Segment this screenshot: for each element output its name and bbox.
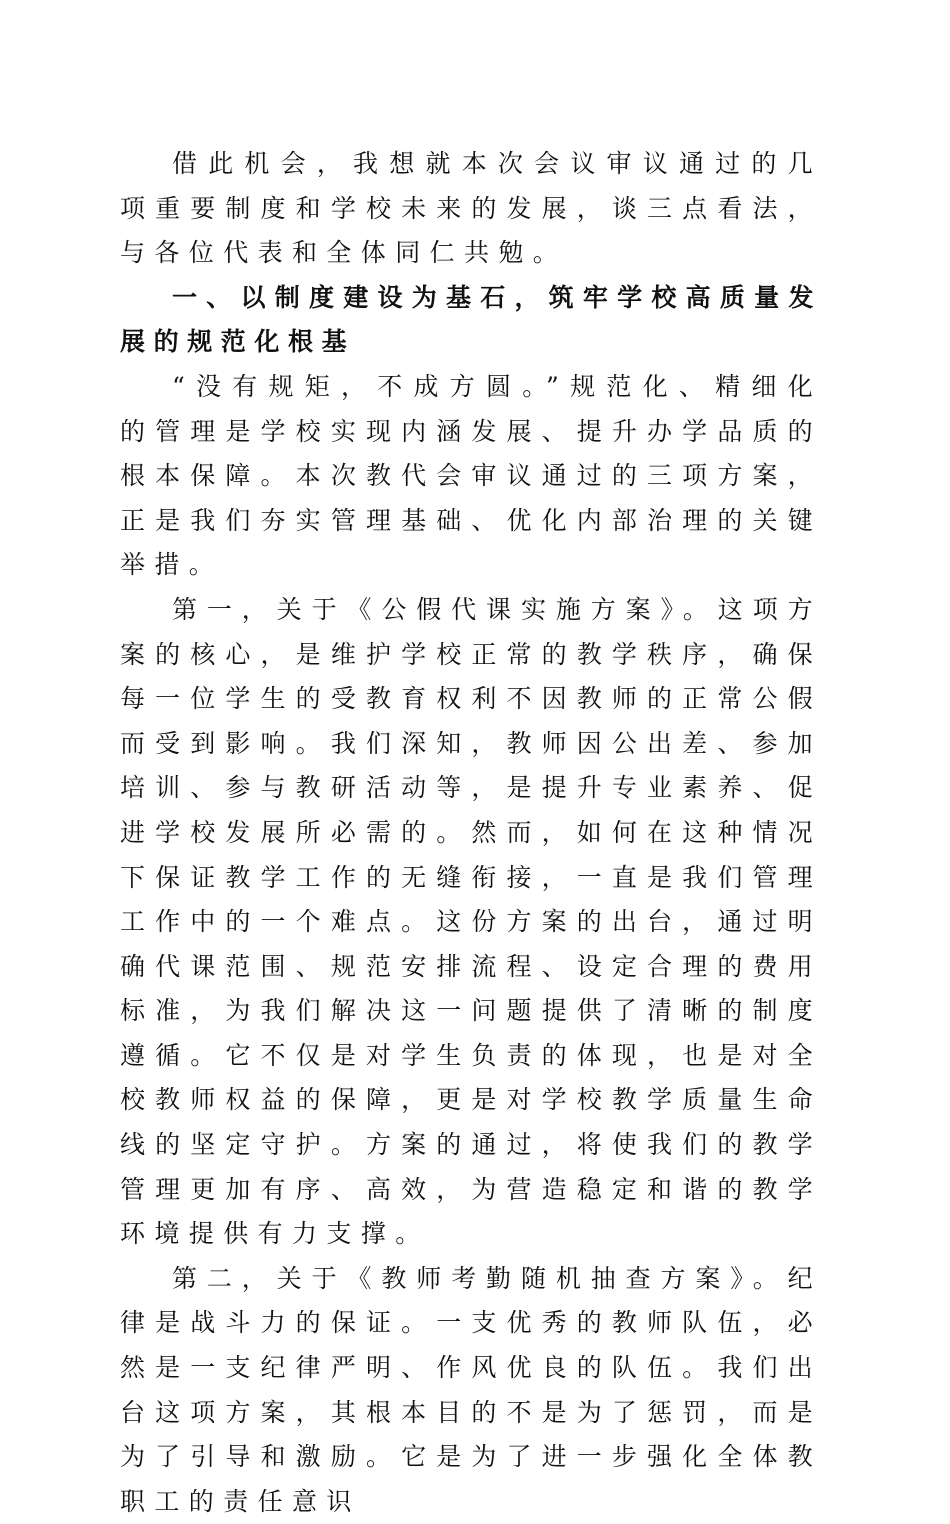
section-heading-1: 一、以制度建设为基石，筑牢学校高质量发展的规范化根基: [120, 282, 822, 357]
paragraph-rules: “没有规矩，不成方圆。”规范化、精细化的管理是学校实现内涵发展、提升办学品质的根本保障。本次教代会审议通过的三项方案，正是我们夯实管理基础、优化内部治理的关键举措。: [120, 371, 822, 580]
paragraph-intro: 借此机会，我想就本次会议审议通过的几项重要制度和学校未来的发展，谈三点看法，与各位代表和全体同仁共勉。: [120, 149, 822, 268]
paragraph-substitute-plan: 第一，关于《公假代课实施方案》。这项方案的核心，是维护学校正常的教学秩序，确保每一位学生的受教育权利不因教师的正常公假而受到影响。我们深知，教师因公出差、参加培训、参与教研活动等，是提升专业素养、促进学校发展所必需的。然而，如何在这种情况下保证教学工作的无缝衔接，一直是我们管理工作中的一个难点。这份方案的出台，通过明确代课范围、规范安排流程、设定合理的费用标准，为我们解决这一问题提供了清晰的制度遵循。它不仅是对学生负责的体现，也是对全校教师权益的保障，更是对学校教学质量生命线的坚定守护。方案的通过，将使我们的教学管理更加有序、高效，为营造稳定和谐的教学环境提供有力支撑。: [120, 594, 822, 1249]
document-page: [120, 142, 822, 1524]
paragraph-attendance-plan: 第二，关于《教师考勤随机抽查方案》。纪律是战斗力的保证。一支优秀的教师队伍，必然是一支纪律严明、作风优良的队伍。我们出台这项方案，其根本目的不是为了惩罚，而是为了引导和激励。它是为了进一步强化全体教职工的责任意识: [120, 1263, 822, 1516]
